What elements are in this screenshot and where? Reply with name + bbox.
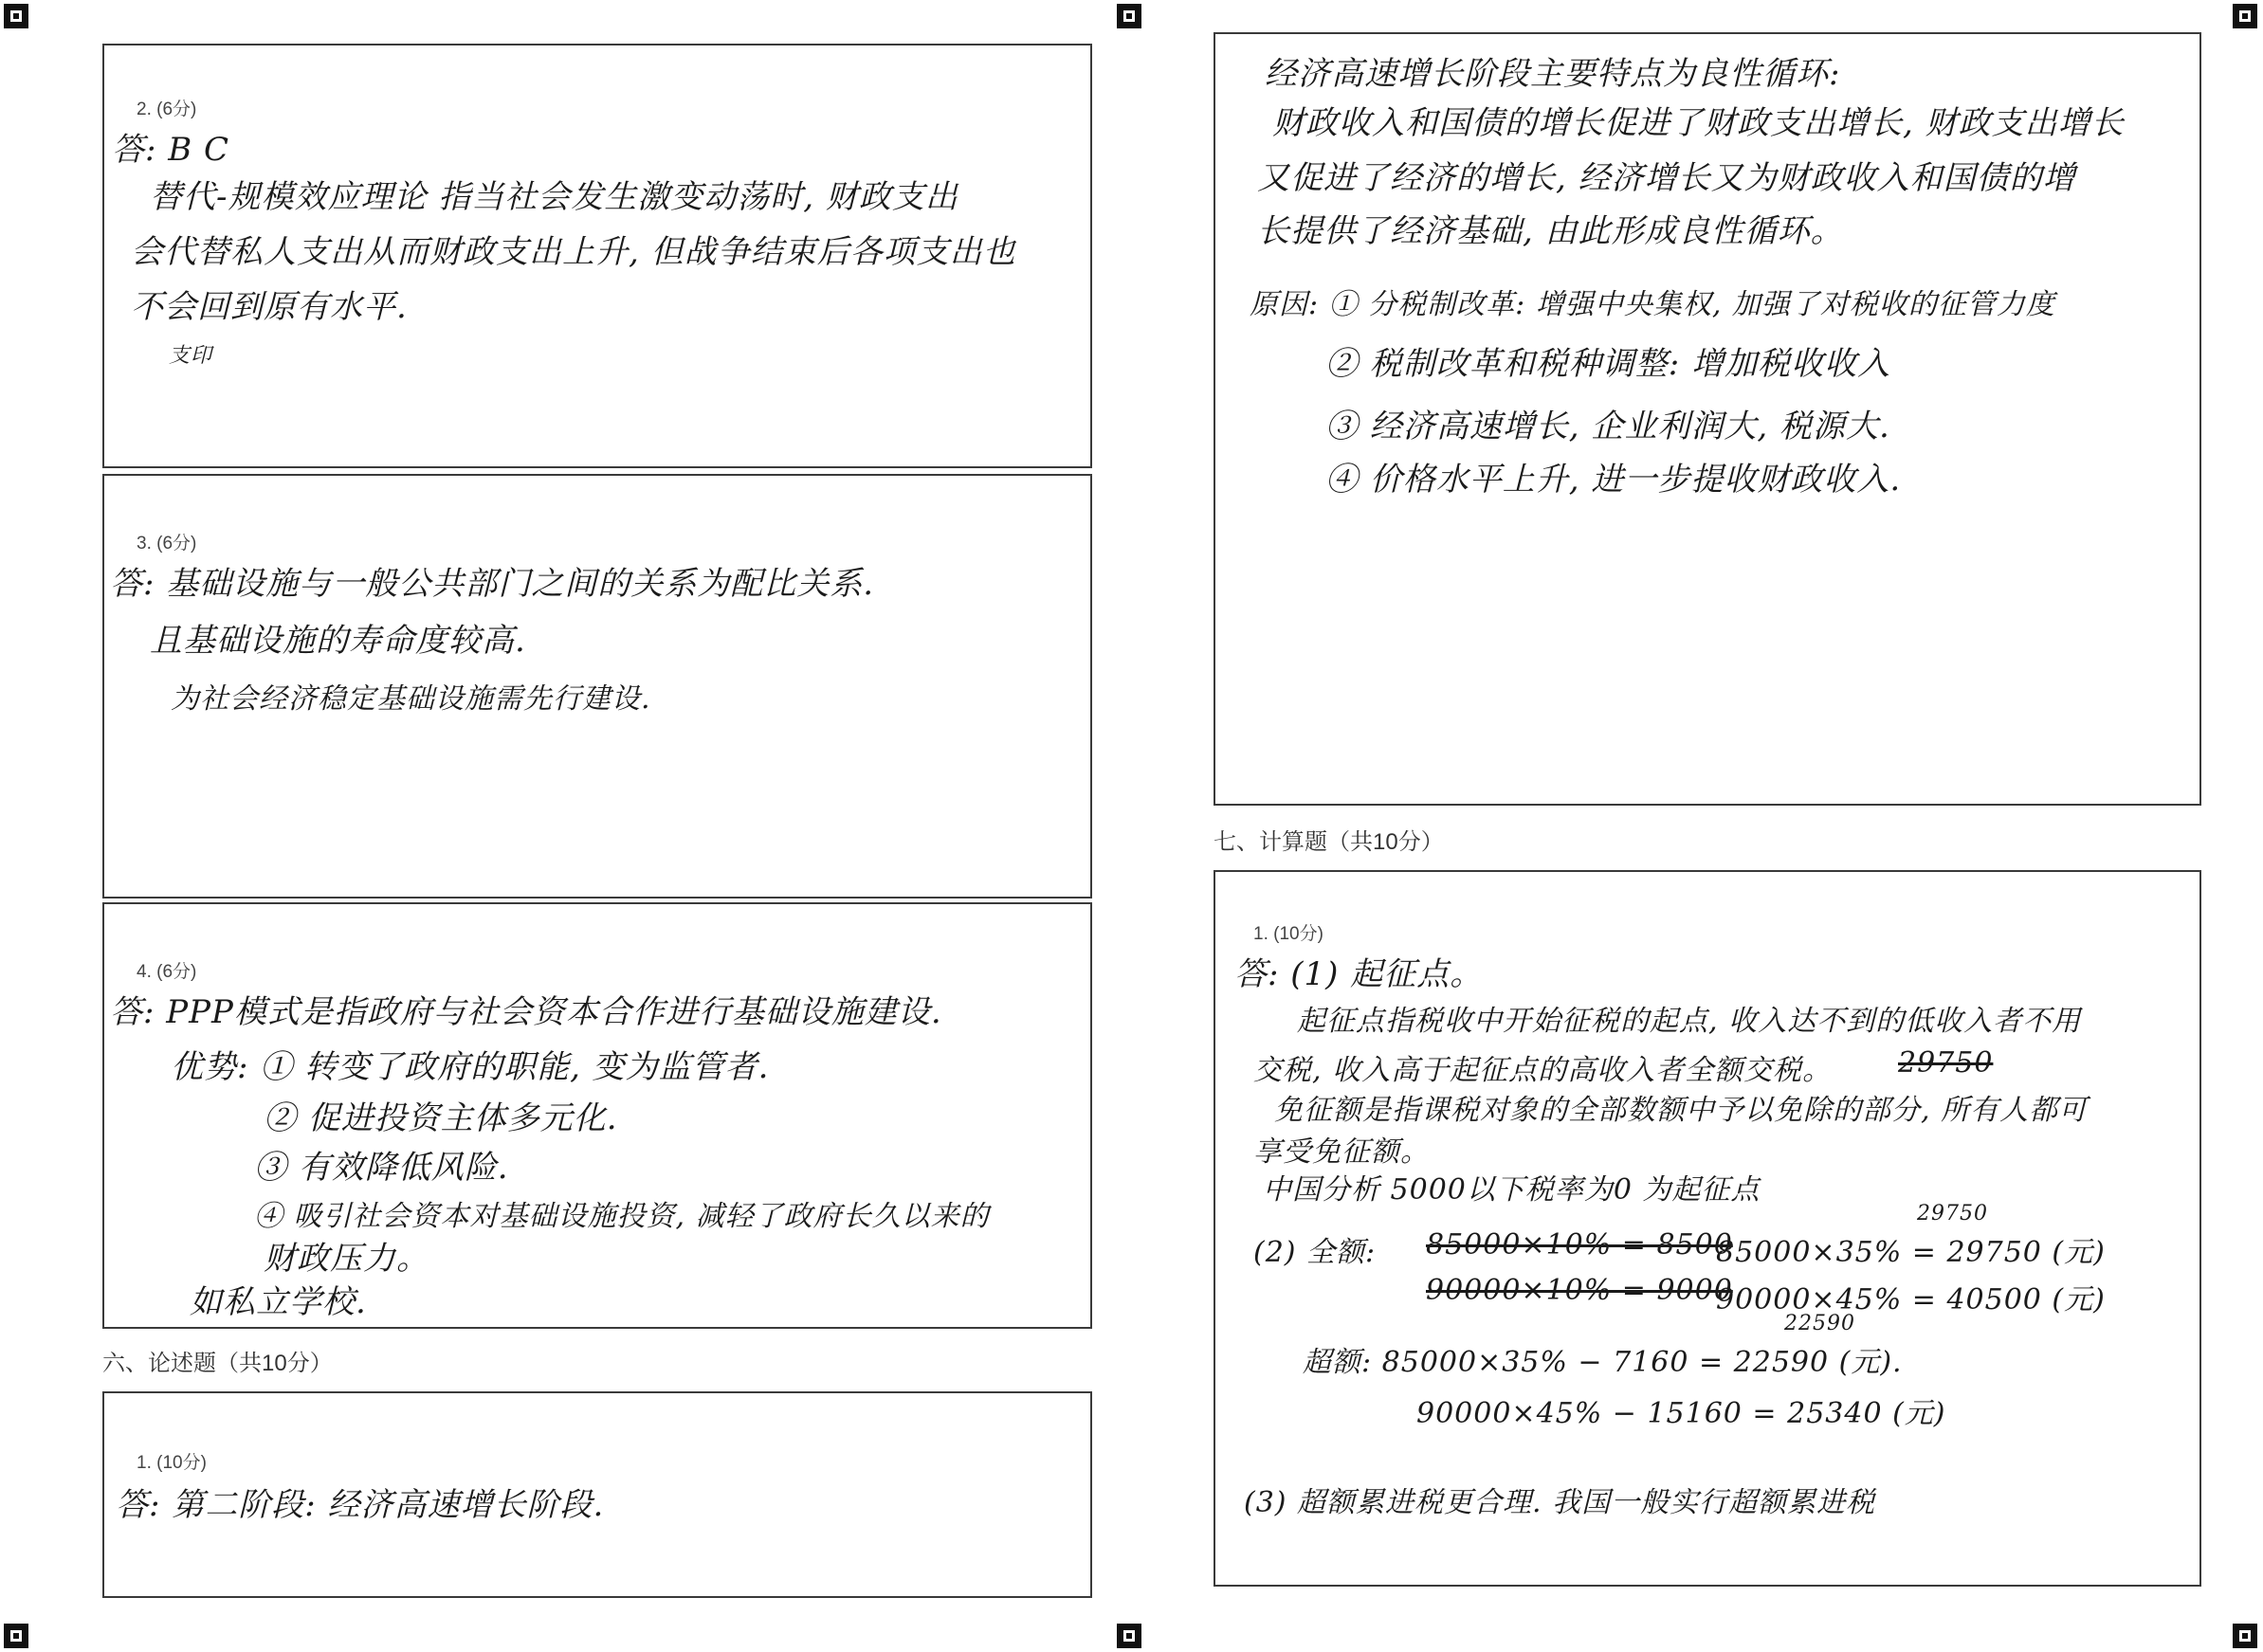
question-label-q7-1: 1. (10分) [1253,924,1323,944]
crossed-out-text: 85000×10% = 8500 [1426,1228,1733,1262]
answer-line: 经济高速增长阶段主要特点为良性循环: [1265,55,1841,93]
answer-box-q2 [102,44,1092,468]
answer-line: 又促进了经济的增长, 经济增长又为财政收入和国债的增 [1257,159,2076,197]
answer-line: 财政压力。 [264,1240,429,1278]
answer-box-q4 [102,902,1092,1329]
corner-mark-top-center [1117,4,1141,28]
answer-line: 优势: ① 转变了政府的职能, 变为监管者. [171,1048,770,1086]
answer-line: 如私立学校. [190,1283,367,1321]
answer-line: ④ 价格水平上升, 进一步提收财政收入. [1325,461,1902,499]
answer-line: 为社会经济稳定基础设施需先行建设. [171,682,651,716]
answer-line: 会代替私人支出从而财政支出上升, 但战争结束后各项支出也 [131,233,1016,271]
answer-line: 答: 第二阶段: 经济高速增长阶段. [116,1486,605,1524]
answer-line: 支印 [169,344,213,368]
question-label-q2: 2. (6分) [137,100,197,119]
answer-line: 原因: ① 分税制改革: 增强中央集权, 加强了对税收的征管力度 [1250,288,2055,321]
section-title-6: 六、论述题（共10分） [102,1351,333,1376]
superscript-value: 29750 [1917,1202,1988,1225]
question-label-q3: 3. (6分) [137,534,197,554]
answer-box-q3 [102,474,1092,899]
answer-line: ③ 有效降低风险. [254,1149,509,1187]
answer-line: ② 税制改革和税种调整: 增加税收收入 [1325,345,1891,383]
answer-line: 答: 基础设施与一般公共部门之间的关系为配比关系. [110,565,875,603]
corner-mark-top-right [2233,4,2257,28]
answer-box-q6-1 [102,1391,1092,1598]
answer-line: 中国分析 5000以下税率为0 为起征点 [1263,1173,1761,1207]
answer-line: 长提供了经济基础, 由此形成良性循环。 [1257,212,1844,250]
answer-line: 90000×45% = 40500 (元) [1716,1283,2106,1316]
answer-line: (3) 超额累进税更合理. 我国一般实行超额累进税 [1244,1486,1876,1519]
answer-line: ③ 经济高速增长, 企业利润大, 税源大. [1325,408,1890,445]
answer-line: 享受免征额。 [1253,1135,1430,1169]
answer-line: 答: (1) 起征点。 [1234,955,1484,993]
answer-box-q6-1-continued [1214,32,2201,806]
crossed-out-text: 90000×10% = 9000 [1426,1274,1733,1307]
answer-line: 不会回到原有水平. [131,288,408,326]
answer-line: 超额: 85000×35% − 7160 = 22590 (元). [1303,1346,1903,1379]
corner-mark-bottom-left [4,1624,28,1648]
crossed-out-text: 29750 [1898,1046,1994,1080]
answer-line: ④ 吸引社会资本对基础设施投资, 减轻了政府长久以来的 [254,1200,990,1233]
question-label-q6-1: 1. (10分) [137,1453,207,1473]
answer-box-q7-1 [1214,870,2201,1587]
answer-line: 90000×45% − 15160 = 25340 (元) [1416,1397,1946,1430]
answer-line: 替代-规模效应理论 指当社会发生激变动荡时, 财政支出 [150,178,958,216]
answer-line: 85000×35% = 29750 (元) [1716,1236,2106,1269]
answer-line: 且基础设施的寿命度较高. [150,622,526,660]
answer-line: 交税, 收入高于起征点的高收入者全额交税。 [1253,1054,1833,1087]
question-label-q4: 4. (6分) [137,962,197,982]
section-title-7: 七、计算题（共10分） [1214,829,1444,855]
answer-line: ② 促进投资主体多元化. [264,1099,618,1137]
answer-line: 答: PPP模式是指政府与社会资本合作进行基础设施建设. [110,993,942,1031]
answer-line: (2) 全额: [1253,1236,1377,1269]
corner-mark-bottom-right [2233,1624,2257,1648]
superscript-value: 22590 [1784,1312,1855,1335]
answer-line: 财政收入和国债的增长促进了财政支出增长, 财政支出增长 [1272,104,2125,142]
corner-mark-bottom-center [1117,1624,1141,1648]
answer-line: 起征点指税收中开始征税的起点, 收入达不到的低收入者不用 [1297,1005,2082,1038]
answer-line: 答: B C [112,131,230,169]
corner-mark-top-left [4,4,28,28]
answer-line: 免征额是指课税对象的全部数额中予以免除的部分, 所有人都可 [1274,1094,2089,1127]
